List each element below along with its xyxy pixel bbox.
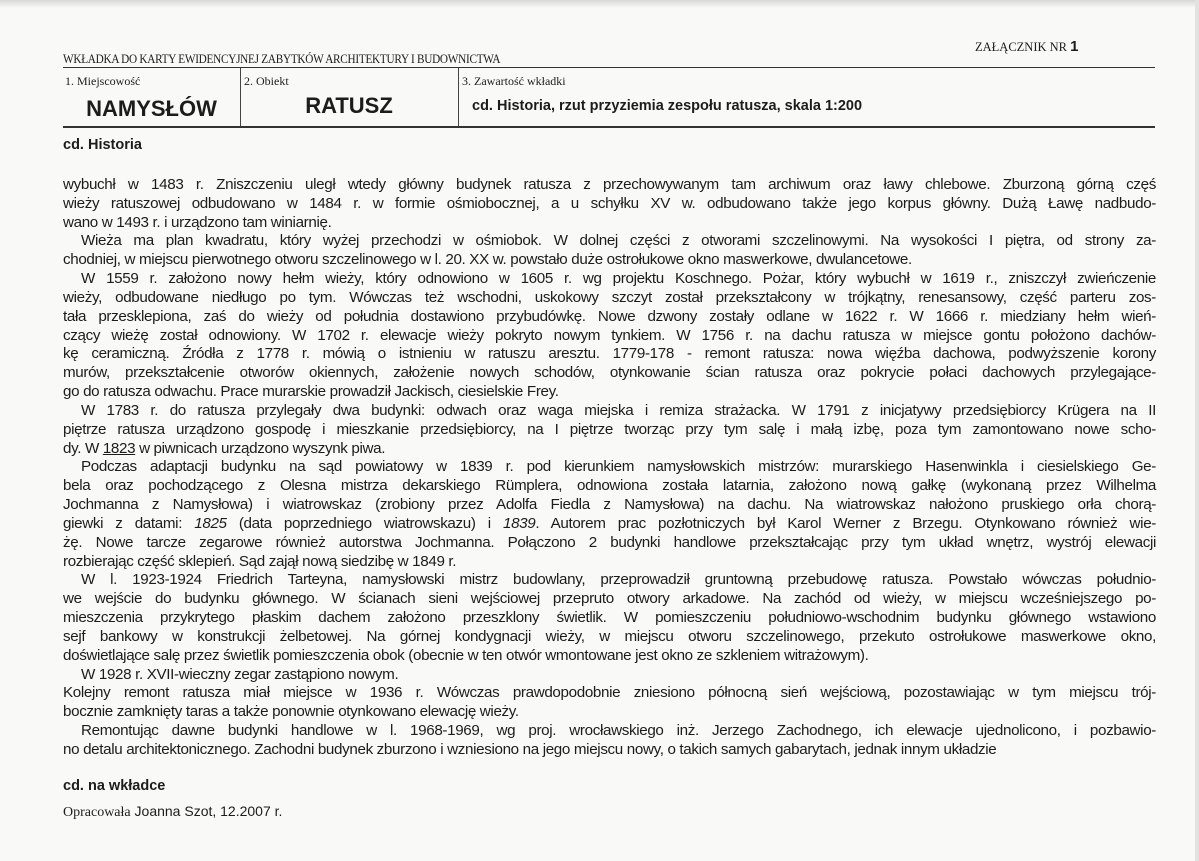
underlined-year: 1823 (102, 439, 136, 457)
italic-year: 1839 (502, 514, 536, 532)
column-divider (458, 68, 459, 128)
text-line: wano w 1493 r. i urządzono tam winiarnię. (63, 213, 332, 231)
text-line: czący wieżę został odnowiony. W 1702 r. elewacje wieży pokryto nowym tynkiem. W 1756 r. na dachu ratusza w miejsce gontu położono dachów- (63, 326, 1156, 344)
contents-value: cd. Historia, rzut przyziemia zespołu ratusza, skala 1:200 (472, 98, 863, 114)
text-line: Remontując dawne budynki handlowe w l. 1968-1969, wg proj. wrocławskiego inż. Jerzego Zachodnego, ich elewacje ujednolicono, i pozbawio- (81, 722, 1156, 740)
text-line: W 1928 r. XVII-wieczny zegar zastąpiono nowym. (81, 665, 399, 683)
contents-label: 3. Zawartość wkładki (462, 74, 566, 88)
text-line: bocznie zamknięty taras a także ponownie otynkowano elewację wieży. (63, 703, 519, 721)
table-bottom-rule (63, 126, 1155, 128)
annex-number: 1 (1070, 38, 1079, 55)
annex-text: ZAŁĄCZNIK NR (975, 40, 1068, 54)
text-segment: dy. W (63, 439, 103, 457)
text-line: wieży ratuszowej odbudowano w 1484 r. w formie ośmiobocznej, a u schyłku XV w. odbudowano także jego korpus główny. Dużą Ławę nadbudo- (63, 194, 1156, 212)
text-line: we wejście do budynku głównego. W ścianach sieni wejściowej przepruto otwory arkadowe. Na zachód od wieży, w miejscu wcześniejszego po- (63, 590, 1156, 608)
object-value: RATUSZ (305, 93, 393, 118)
text-line: W l. 1923-1924 Friedrich Tarteyna, namysłowski mistrz budowlany, przeprowadził gruntowną przebudowę ratusza. Powstało wówczas południo- (81, 571, 1156, 589)
text-line: W 1559 r. założono nowy hełm wieży, który odnowiono w 1605 r. wg projektu Koschnego. Pożar, który wybuchł w 1619 r., zniszczył zwieńczenie (81, 270, 1156, 288)
text-line: wybuchł w 1483 r. Zniszczeniu uległ wtedy główny budynek ratusza z przechowywanym tam archiwum oraz ławy chlebowe. Zburzoną górną częś (63, 176, 1156, 193)
text-line: murów, przekształcenie otworów okiennych, założenie nowych schodów, otynkowanie ścian ratusza oraz pokrycie połaci dachowych przylegające- (63, 364, 1156, 382)
text-line: rozbierając część sklepień. Sąd zajął nową siedzibę w 1849 r. (63, 552, 457, 570)
text-line: kę ceramiczną. Źródła z 1778 r. mówią o istnieniu w ratuszu aresztu. 1779-178 - remont ratusza: nowa więźba dachowa, podwyższenie korony (63, 345, 1156, 363)
text-line: Jochmanna z Namysłowa) i wiatrowskaz (zrobiony przez Adolfa Fiedla z Namysłowa) na dachu. Na wiatrowskaz nałożono pruskiego orła chorą- (63, 496, 1156, 514)
text-line: sejf bankowy w konstrukcji żelbetowej. Na górnej kondygnacji wieży, w miejscu otworu szczelinowego, przekuto ostrołukowe maswerkowe okno, (63, 627, 1156, 645)
text-segment: (data poprzedniego wiatrowskazu) i (226, 514, 503, 532)
annex-label (975, 38, 1078, 55)
scan-right-edge (1195, 0, 1199, 861)
locality-label: 1. Miejscowość (65, 74, 141, 88)
text-line: mieszczenia przykrytego płaskim dachem założono przeszklony świetlik. W pomieszczeniu południowo-wschodnim budynku głównego wstawiono (63, 609, 1156, 627)
form-title: WKŁADKA DO KARTY EWIDENCYJNEJ ZABYTKÓW ARCHITEKTURY I BUDOWNICTWA (63, 52, 501, 66)
text-line: go do ratusza odwachu. Prace murarskie prowadził Jackisch, ciesielskie Frey. (63, 383, 559, 401)
text-line (63, 515, 1156, 534)
italic-year: 1825 (194, 514, 227, 532)
text-line (63, 440, 1156, 459)
section-title: cd. Historia (63, 137, 142, 153)
continued-note: cd. na wkładce (63, 778, 166, 794)
text-line: tała przesklepiona, zaś do wieży od południa dostawiono przybudówkę. Nowe dzwony zostały odlane w 1622 r. W 1666 r. miedziany hełm wień- (63, 307, 1156, 325)
scan-top-edge (0, 0, 1199, 8)
text-line: wieży, odbudowane niedługo po tym. Wówczas też wschodni, uskokowy szczyt został przekształcony w trójkątny, renesansowy, część parteru zos- (63, 288, 1156, 306)
locality-value: NAMYSŁÓW (86, 96, 217, 121)
text-line: Kolejny remont ratusza miał miejsce w 1936 r. Wówczas prawdopodobnie zniesiono północną sień wejściową, pozostawiając w tym miejscu trój- (63, 684, 1156, 702)
header-rule (63, 67, 1155, 68)
prepared-name: Joanna Szot, 12.2007 r. (134, 803, 283, 819)
prepared-by (63, 803, 282, 821)
text-line: żę. Nowe tarcze zegarowe również autorstwa Jochmanna. Połączono 2 budynki handlowe przekształcając przy tym układ wnętrz, wystrój elewacji (63, 533, 1156, 551)
text-segment: giewki z datami: (63, 514, 195, 532)
text-line: bela oraz pochodzącego z Olesna mistrza dekarskiego Rümplera, odnowiona została latarnia, założono nową gałkę (wykonaną przez Wilhelma (63, 477, 1156, 495)
prepared-label: Opracowała (63, 805, 131, 820)
text-line: Wieża ma plan kwadratu, który wyżej przechodzi w ośmiobok. W dolnej części z otworami szczelinowymi. Na wysokości I piętra, od strony za- (81, 232, 1156, 250)
text-line: chodniej, w miejscu pierwotnego otworu szczelinowego w l. 20. XX w. powstało duże ostrołukowe okno maswerkowe, dwulancetowe. (63, 251, 912, 269)
history-text (63, 176, 1156, 760)
text-segment: . Autorem prac pozłotniczych był Karol Werner z Brzegu. Otynkowano również wie- (535, 514, 1157, 532)
text-line: Podczas adaptacji budynku na sąd powiatowy w 1839 r. pod kierunkiem namysłowskich mistrzów: murarskiego Hasenwinkla i ciesielskiego Ge- (81, 458, 1156, 476)
text-segment: w piwnicach urządzono wyszynk piwa. (135, 439, 386, 457)
object-label: 2. Obiekt (244, 74, 289, 88)
text-line: no detalu architektonicznego. Zachodni budynek zburzono i wzniesiono na jego miejscu nowy, o takich samych gabarytach, jednak innym układzie (63, 740, 997, 758)
text-line: piętrze ratusza urządzono gospodę i mieszkanie przedsiębiorcy, na I piętrze tworząc przy tym salę i małą izbę, poza tym zamontowano nowe scho- (63, 420, 1156, 438)
text-line: doświetlające salę przez świetlik pomieszczenia obok (obecnie w ten otwór wmontowane jest okno ze szkleniem witrażowym). (63, 646, 869, 664)
text-line: W 1783 r. do ratusza przylegały dwa budynki: odwach oraz waga miejska i remiza strażacka. W 1791 z inicjatywy przedsiębiorcy Krügera na II (81, 401, 1156, 419)
